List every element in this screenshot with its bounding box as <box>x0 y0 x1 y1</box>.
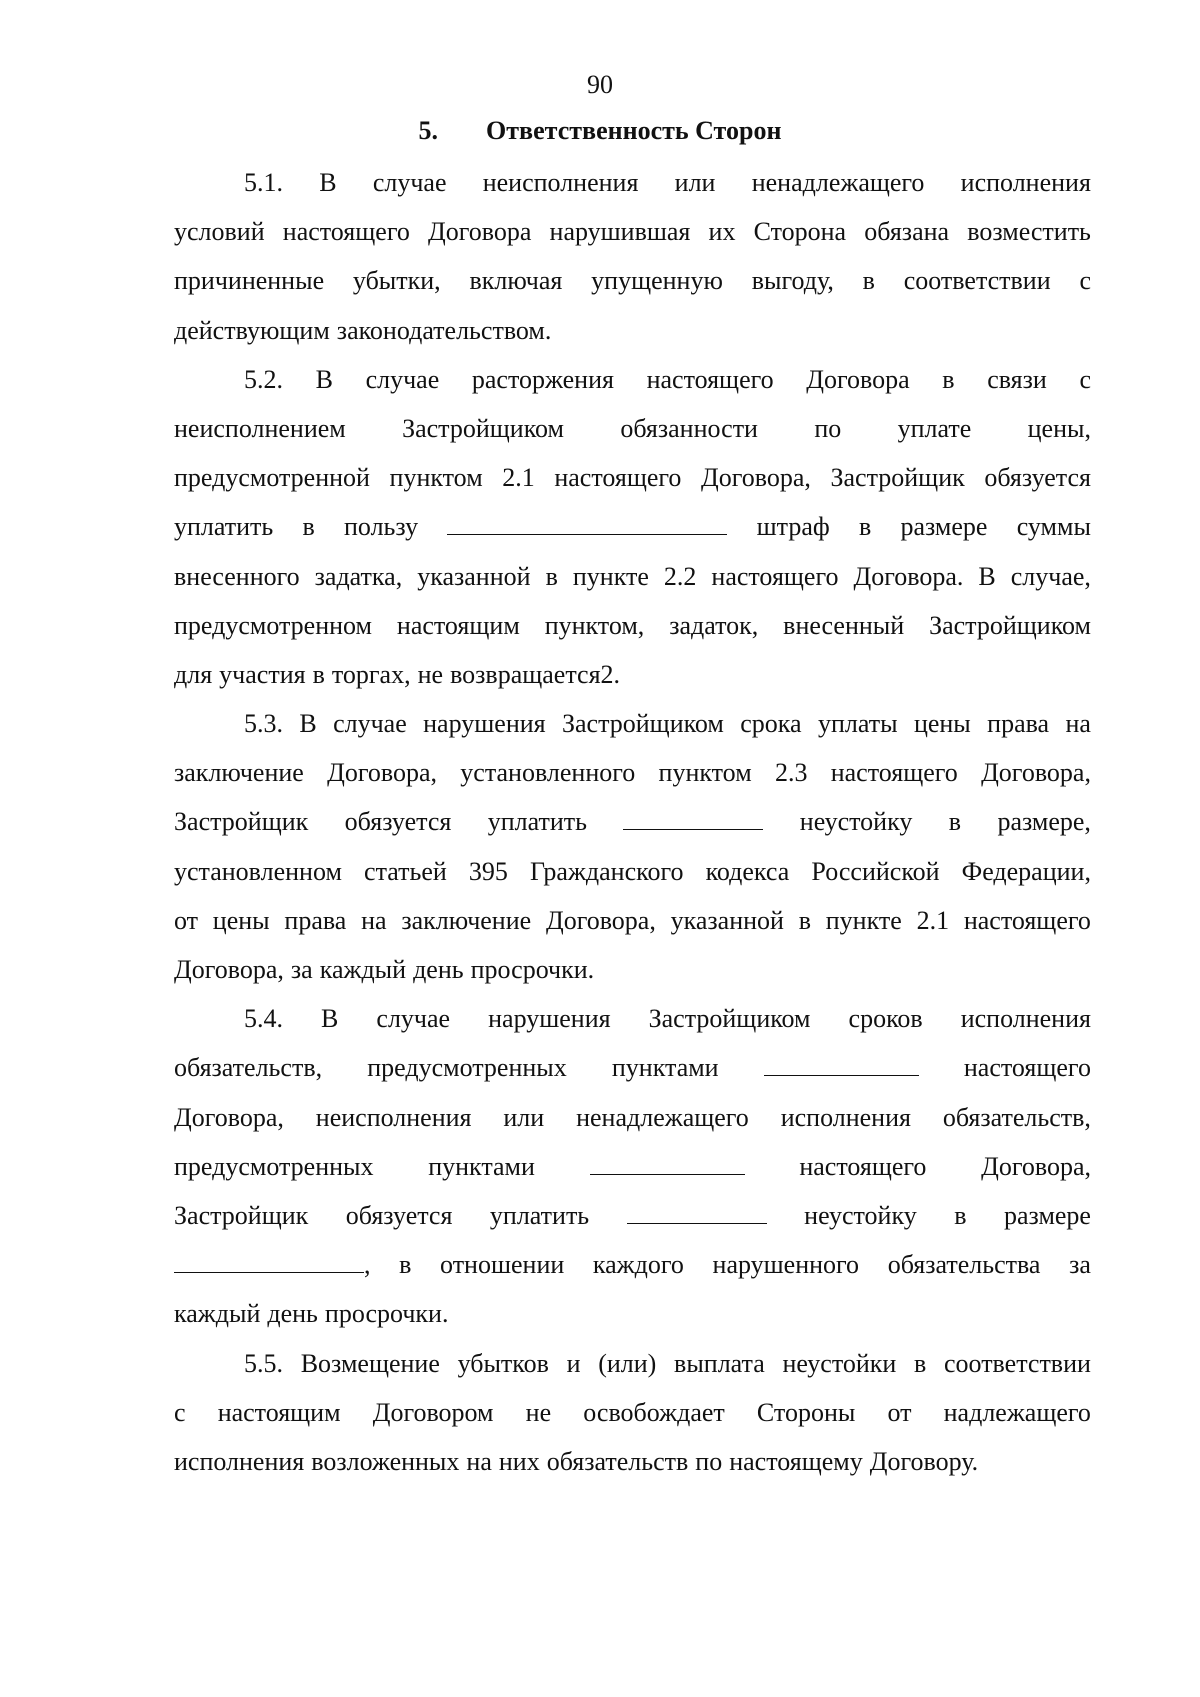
word: пунктами <box>611 1053 719 1083</box>
word: уплатить <box>487 807 587 837</box>
word: них <box>498 1446 540 1476</box>
word: в <box>954 1200 967 1230</box>
word: пунктами <box>428 1151 535 1181</box>
word: Застройщик <box>830 463 965 493</box>
word: нарушенного <box>712 1250 860 1280</box>
text-line <box>174 1093 1091 1142</box>
word: освобождает <box>583 1397 725 1427</box>
fill-in-blank <box>447 512 727 535</box>
word: обязанности <box>620 413 758 443</box>
word: 2.1 <box>916 905 950 935</box>
word: пункте <box>825 905 902 935</box>
word: 2.2 <box>663 561 697 591</box>
word: пунктом <box>389 463 483 493</box>
word: причиненные <box>174 266 325 296</box>
word: день <box>267 1299 318 1329</box>
text-line <box>174 994 1091 1043</box>
word: уплаты <box>817 709 898 739</box>
word: не <box>525 1397 552 1427</box>
word: обязуется <box>344 807 452 837</box>
word: Договору. <box>869 1446 979 1476</box>
word: Стороны <box>756 1397 856 1427</box>
word: каждый <box>319 955 407 984</box>
word: в <box>302 512 315 542</box>
word: обязуется <box>984 463 1091 493</box>
text-line <box>174 1191 1091 1240</box>
word: Застройщиком <box>929 610 1091 640</box>
fill-in-blank <box>174 1250 364 1273</box>
word: размере <box>900 512 988 542</box>
word: упущенную <box>591 266 723 296</box>
text-line <box>174 1437 1091 1486</box>
word: Застройщиком <box>648 1004 811 1034</box>
fill-in-blank <box>590 1152 745 1175</box>
page-number: 90 <box>587 70 613 99</box>
word: ненадлежащего <box>576 1102 749 1132</box>
word: их <box>708 217 736 247</box>
word: не <box>417 659 444 689</box>
word: В <box>299 709 317 739</box>
word: случае, <box>1010 561 1091 591</box>
word: уплатить <box>174 512 274 542</box>
text-line <box>174 453 1091 502</box>
word: (или) <box>598 1348 657 1378</box>
word: задатка, <box>314 561 403 591</box>
text-line <box>174 502 1091 551</box>
word: 5.1. <box>244 168 283 197</box>
word: выплата <box>674 1348 765 1378</box>
text-line <box>174 1388 1091 1437</box>
word: пунктом, <box>544 610 645 640</box>
word: обязательства <box>887 1250 1041 1280</box>
word: настоящего <box>963 1053 1091 1083</box>
word: убытков <box>457 1348 549 1378</box>
word: , <box>364 1250 371 1280</box>
word: в <box>942 364 955 394</box>
word: Застройщиком <box>561 709 724 739</box>
word: за <box>290 955 313 984</box>
word: неустойку <box>804 1200 917 1230</box>
word: с <box>1079 266 1091 296</box>
word: возвращается2. <box>450 659 621 689</box>
word: цены <box>212 905 270 935</box>
word: неисполнения <box>315 1102 472 1132</box>
word: исполнения <box>960 168 1091 197</box>
word: в <box>399 1250 412 1280</box>
text-line <box>174 404 1091 453</box>
word: 5.5. <box>244 1348 283 1378</box>
word: Договора <box>428 217 532 247</box>
word: возместить <box>967 217 1091 247</box>
text-line <box>174 601 1091 650</box>
word: пунктом <box>658 758 752 788</box>
word: возложенных <box>311 1446 460 1476</box>
word: соответствии <box>944 1348 1091 1378</box>
word: Гражданского <box>530 856 684 886</box>
word: Договора, <box>981 1151 1091 1181</box>
fill-in-blank <box>623 807 763 830</box>
word: условий <box>174 217 265 247</box>
word: Договора, <box>174 1102 284 1132</box>
word: включая <box>469 266 563 296</box>
text-line <box>174 1289 1091 1338</box>
word: на <box>1065 709 1091 739</box>
word: с <box>174 1397 186 1427</box>
word: участия <box>219 659 306 689</box>
word: задаток, <box>669 610 759 640</box>
word: 5.3. <box>244 709 283 739</box>
word: Договора, <box>174 955 284 984</box>
word: уплате <box>897 413 972 443</box>
text-line <box>174 1240 1091 1289</box>
word: нарушения <box>488 1004 611 1034</box>
text-line <box>174 552 1091 601</box>
word: В <box>978 561 996 591</box>
word: убытки, <box>352 266 441 296</box>
text-line <box>174 847 1091 896</box>
word: обязательств, <box>942 1102 1091 1132</box>
word: и <box>566 1348 581 1378</box>
word: кодекса <box>705 856 790 886</box>
text-line <box>174 207 1091 256</box>
word: по <box>814 413 842 443</box>
word: исполнения <box>960 1004 1091 1034</box>
word: действующим <box>174 315 330 345</box>
word: обязательств <box>546 1446 689 1476</box>
fill-in-blank <box>764 1053 919 1076</box>
word: обязана <box>864 217 950 247</box>
word: в <box>545 561 558 591</box>
word: суммы <box>1016 512 1091 542</box>
word: настоящего <box>554 463 682 493</box>
word: 2.3 <box>774 758 808 788</box>
word: от <box>887 1397 912 1427</box>
word: цены <box>913 709 971 739</box>
word: В <box>315 364 333 394</box>
word: в <box>948 807 962 837</box>
word: исполнения <box>174 1446 305 1476</box>
word: размере, <box>997 807 1091 837</box>
word: установленного <box>460 758 636 788</box>
text-line <box>174 699 1091 748</box>
document-body <box>174 158 1091 1486</box>
word: Договора, <box>701 463 811 493</box>
text-line <box>174 355 1091 404</box>
word: цены, <box>1027 413 1091 443</box>
word: нарушения <box>423 709 546 739</box>
word: в <box>312 659 325 689</box>
word: уплатить <box>489 1200 590 1230</box>
word: или <box>674 168 716 197</box>
word: Возмещение <box>300 1348 440 1378</box>
word: Договора <box>806 364 910 394</box>
word: 5.4. <box>244 1004 283 1034</box>
word: на <box>466 1446 492 1476</box>
word: расторжения <box>471 364 614 394</box>
text-line <box>174 306 1091 355</box>
word: Федерации, <box>961 856 1091 886</box>
word: Договора, <box>327 758 438 788</box>
word: за <box>1069 1250 1091 1280</box>
word: случае <box>333 709 407 739</box>
text-line <box>174 748 1091 797</box>
word: В <box>319 168 337 197</box>
word: обязательств, <box>174 1053 323 1083</box>
word: просрочки. <box>470 955 595 984</box>
word: неустойку <box>799 807 913 837</box>
text-line <box>174 797 1091 846</box>
fill-in-blank <box>627 1201 767 1224</box>
word: неисполнения <box>482 168 639 197</box>
word: Договором <box>372 1397 494 1427</box>
word: соответствии <box>903 266 1051 296</box>
word: внесенного <box>174 561 300 591</box>
word: Сторона <box>753 217 847 247</box>
text-line <box>174 158 1091 207</box>
text-line <box>174 945 1091 994</box>
word: предусмотренной <box>174 463 370 493</box>
word: настоящего <box>646 364 774 394</box>
word: неисполнением <box>174 413 346 443</box>
word: установленном <box>174 856 342 886</box>
section-heading <box>0 116 1200 146</box>
word: в <box>914 1348 927 1378</box>
word: в <box>862 266 875 296</box>
word: Застройщик <box>174 807 309 837</box>
section-title: Ответственность Сторон <box>486 116 782 145</box>
word: 5.2. <box>244 364 283 394</box>
word: внесенный <box>783 610 905 640</box>
word: настоящим <box>396 610 520 640</box>
word: день <box>413 955 464 984</box>
word: обязуется <box>345 1200 453 1230</box>
word: Договора. <box>853 561 964 591</box>
word: пункте <box>572 561 649 591</box>
word: предусмотренном <box>174 610 372 640</box>
word: связи <box>987 364 1047 394</box>
word: ненадлежащего <box>751 168 925 197</box>
word: настоящим <box>217 1397 341 1427</box>
word: настоящему <box>729 1446 863 1476</box>
word: исполнения <box>780 1102 911 1132</box>
word: предусмотренных <box>174 1151 374 1181</box>
word: случае <box>376 1004 451 1034</box>
word: заключение <box>174 758 304 788</box>
word: каждый <box>174 1299 261 1329</box>
word: от <box>174 905 199 935</box>
word: просрочки. <box>324 1299 449 1329</box>
word: срока <box>740 709 802 739</box>
word: права <box>284 905 347 935</box>
word: отношении <box>440 1250 565 1280</box>
text-line <box>174 1339 1091 1388</box>
word: случае <box>365 364 440 394</box>
section-number: 5. <box>418 116 439 145</box>
word: для <box>174 659 213 689</box>
word: Договора, <box>981 758 1091 788</box>
word: 395 <box>468 856 508 886</box>
word: настоящего <box>711 561 839 591</box>
word: в <box>798 905 811 935</box>
word: указанной <box>670 905 784 935</box>
word: настоящего <box>830 758 958 788</box>
word: указанной <box>417 561 531 591</box>
word: Договора, <box>545 905 656 935</box>
blank-with-comma <box>174 1240 371 1289</box>
word: каждого <box>592 1250 684 1280</box>
word: надлежащего <box>943 1397 1091 1427</box>
text-line <box>174 650 1091 699</box>
word: нарушившая <box>549 217 691 247</box>
word: размере <box>1004 1200 1091 1230</box>
text-line <box>174 1142 1091 1191</box>
word: на <box>361 905 387 935</box>
word: случае <box>372 168 447 197</box>
word: права <box>987 709 1050 739</box>
word: В <box>321 1004 339 1034</box>
word: сроков <box>848 1004 923 1034</box>
word: штраф <box>756 512 830 542</box>
word: законодательством. <box>336 315 552 345</box>
text-line <box>174 1043 1091 1092</box>
word: статьей <box>364 856 447 886</box>
word: пользу <box>344 512 419 542</box>
word: настоящего <box>963 905 1091 935</box>
word: торгах, <box>331 659 411 689</box>
word: Застройщик <box>174 1200 309 1230</box>
word: Российской <box>811 856 940 886</box>
word: выгоду, <box>751 266 834 296</box>
word: настоящего <box>799 1151 927 1181</box>
word: с <box>1079 364 1091 394</box>
word: неустойки <box>782 1348 897 1378</box>
word: Застройщиком <box>402 413 564 443</box>
text-line <box>174 896 1091 945</box>
word: 2.1 <box>502 463 535 493</box>
word: заключение <box>401 905 532 935</box>
text-line <box>174 256 1091 305</box>
word: или <box>503 1102 545 1132</box>
word: настоящего <box>282 217 410 247</box>
word: по <box>695 1446 723 1476</box>
word: предусмотренных <box>367 1053 567 1083</box>
word: в <box>858 512 872 542</box>
